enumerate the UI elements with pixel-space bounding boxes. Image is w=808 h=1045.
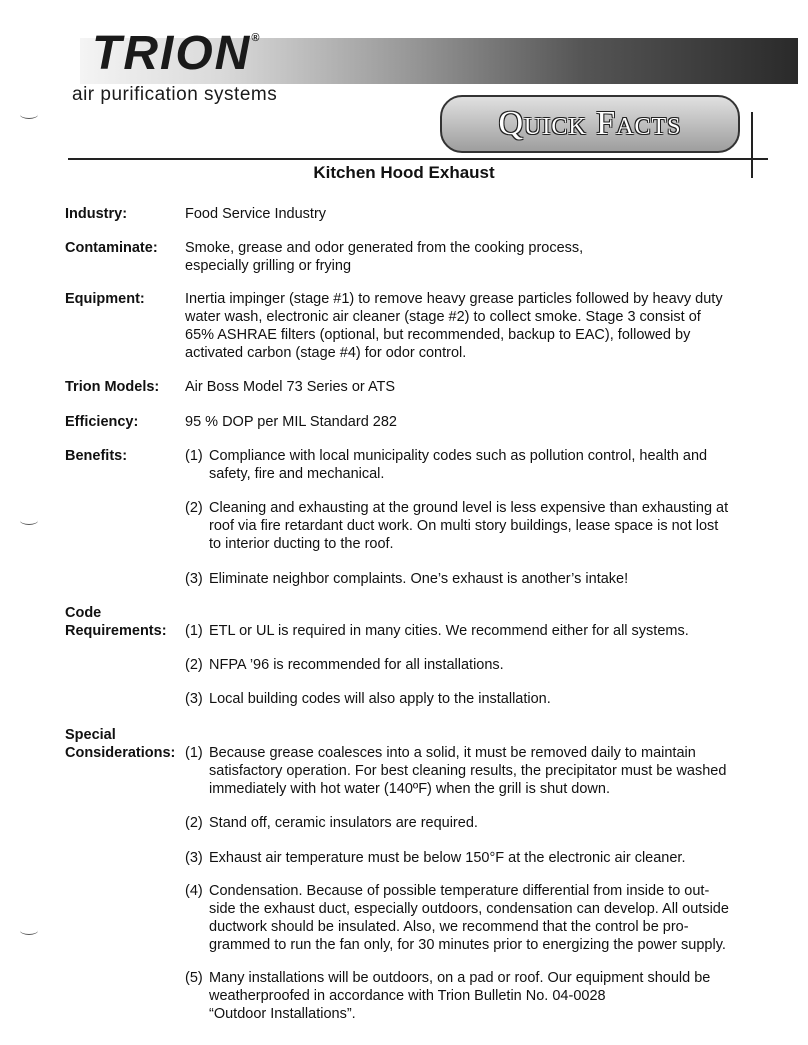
industry-value: Food Service Industry xyxy=(185,206,327,222)
equipment-value: Inertia impinger (stage #1) to remove heavy grease particles followed by heavy duty water wash, electronic air cleaner (stage #2) to collect smoke. Stage 3 consist of 65% ASHRAE filters (optional, but recommended, backup to EAC), followed by activated carbon (stage #4) for odor control. xyxy=(185,291,723,361)
trion-logo: TRION® xyxy=(92,27,262,80)
consideration-item: (5) Many installations will be outdoors, on a pad or roof. Our equipment should be weatherproofed in accordance with Trion Bulletin No. 04-0028 “Outdoor Installations”. xyxy=(185,970,711,1022)
tagline: air purification systems xyxy=(72,84,278,105)
consideration-item: (4) Condensation. Because of possible temperature differential from inside to out- side the exhaust duct, especially outdoors, condensation can develop. All outside ductwork should be insulated. Also, we recommend that the control be pro- grammed to run the fan only, for 30 minutes prior to energizing the power supply. xyxy=(185,883,729,953)
benefit-item: (2) Cleaning and exhausting at the ground level is less expensive than exhausting at roof via fire retardant duct work. On multi story buildings, lease space is not lost to interior ducting to the roof. xyxy=(185,500,729,552)
quick-facts-badge: Quick Facts xyxy=(440,95,740,153)
binder-mark xyxy=(20,110,38,119)
equipment-label: Equipment: xyxy=(65,291,145,307)
code-item: (3) Local building codes will also apply to the installation. xyxy=(185,691,551,707)
efficiency-value: 95 % DOP per MIL Standard 282 xyxy=(185,414,397,430)
page-title: Kitchen Hood Exhaust xyxy=(313,163,495,182)
contaminate-label: Contaminate: xyxy=(65,240,158,256)
header-horizontal-rule xyxy=(68,158,768,160)
benefit-item: (3) Eliminate neighbor complaints. One’s exhaust is another’s intake! xyxy=(185,571,629,587)
special-considerations-label: Special Considerations: xyxy=(65,727,176,761)
consideration-item: (3) Exhaust air temperature must be below 150°F at the electronic air cleaner. xyxy=(185,850,686,866)
binder-mark xyxy=(20,516,38,525)
contaminate-value: Smoke, grease and odor generated from the cooking process, especially grilling or frying xyxy=(185,240,584,274)
models-value: Air Boss Model 73 Series or ATS xyxy=(185,379,396,395)
binder-mark xyxy=(20,926,38,935)
benefits-label: Benefits: xyxy=(65,448,128,464)
code-item: (2) NFPA ’96 is recommended for all installations. xyxy=(185,657,504,673)
industry-label: Industry: xyxy=(65,206,128,222)
code-requirements-label: Code Requirements: xyxy=(65,605,167,639)
consideration-item: (1) Because grease coalesces into a solid, it must be removed daily to maintain satisfactory operation. For best cleaning results, the precipitator must be washed immediately with hot water (140ºF) when the grill is shut down. xyxy=(185,745,727,797)
consideration-item: (2) Stand off, ceramic insulators are required. xyxy=(185,815,478,831)
code-item: (1) ETL or UL is required in many cities. We recommend either for all systems. xyxy=(185,623,689,639)
benefit-item: (1) Compliance with local municipality codes such as pollution control, health and safety, fire and mechanical. xyxy=(185,448,708,482)
models-label: Trion Models: xyxy=(65,379,160,395)
efficiency-label: Efficiency: xyxy=(65,414,139,430)
